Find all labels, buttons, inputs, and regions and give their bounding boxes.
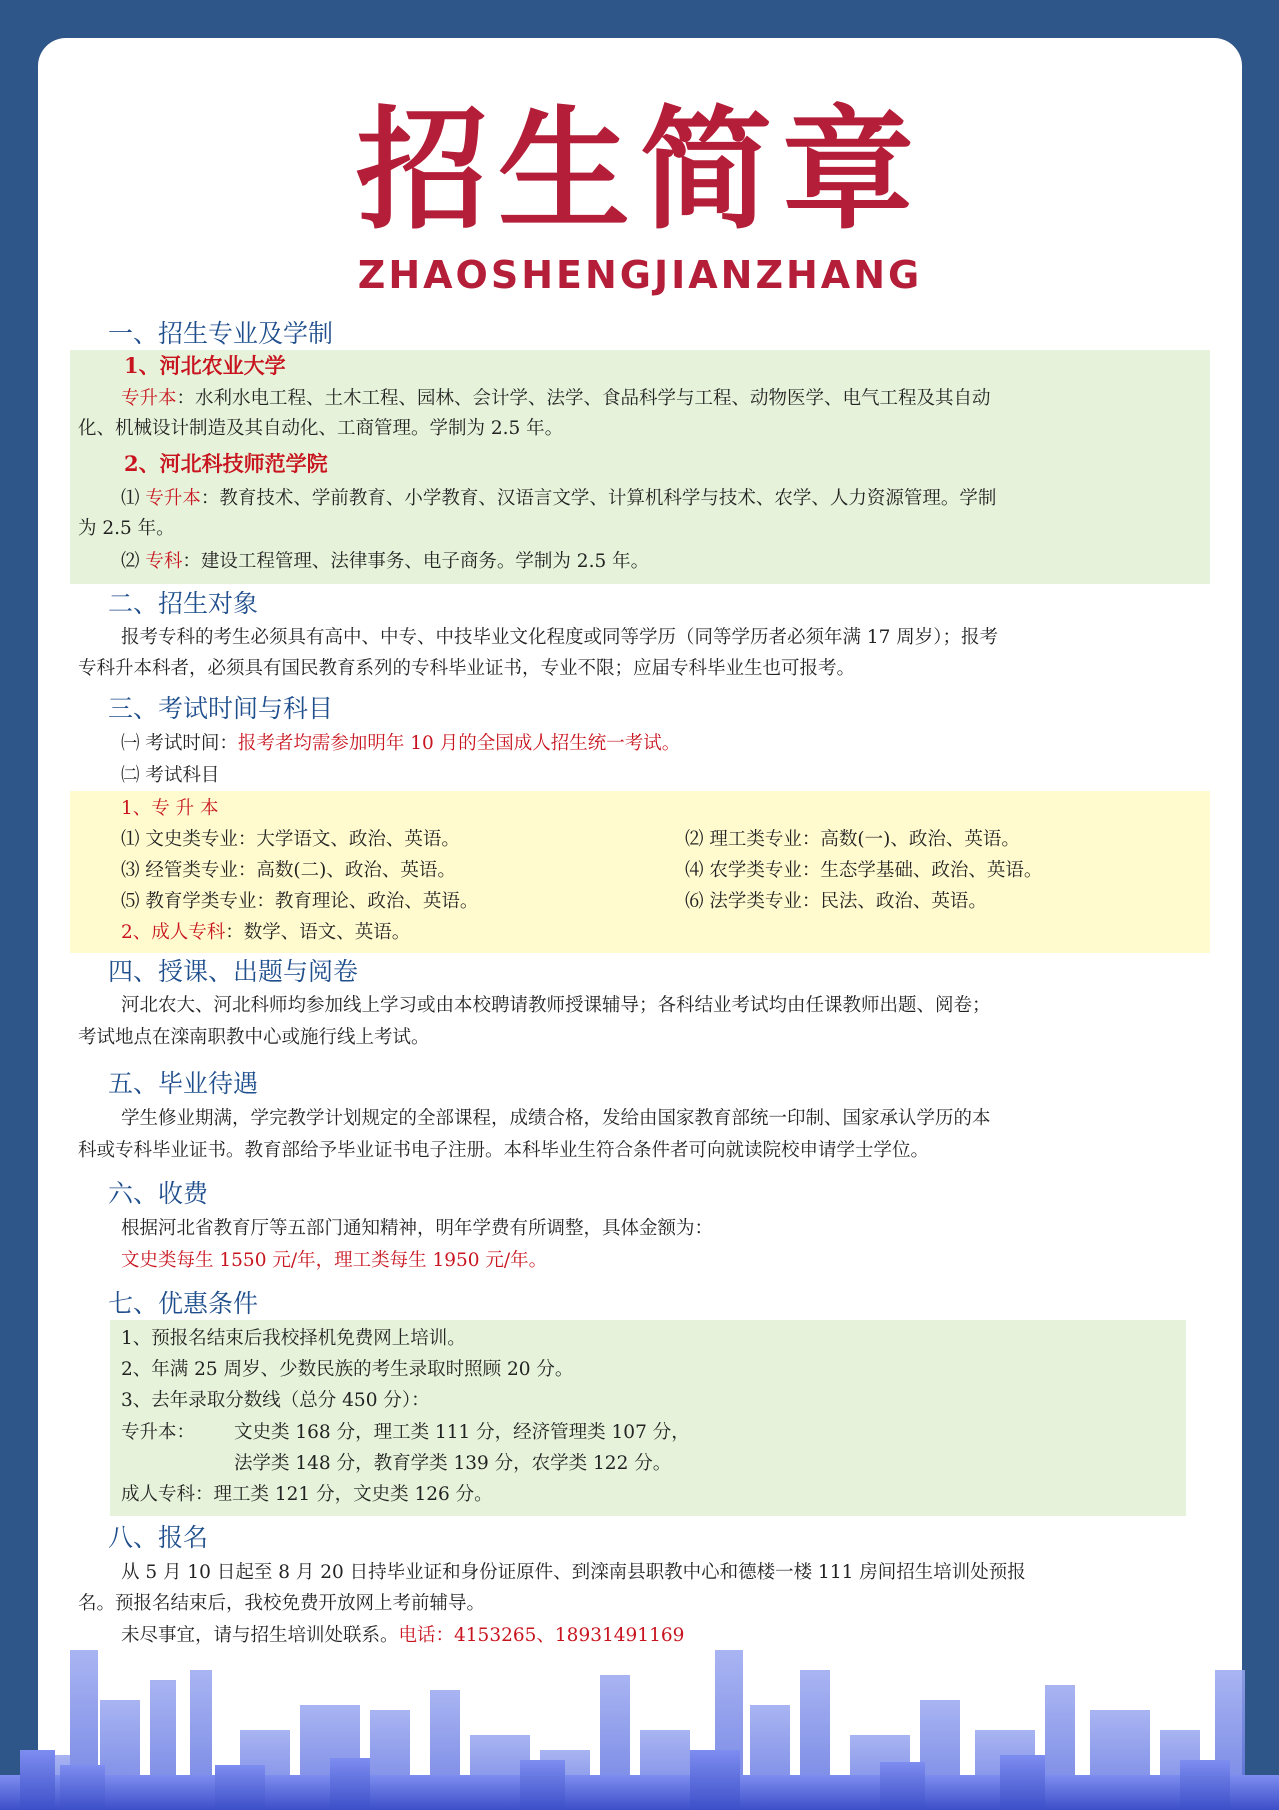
university-2-college-line: ⑵ 专科：建设工程管理、法律事务、电子商务。学制为 2.5 年。 <box>121 551 650 572</box>
section-4-line-1: 河北农大、河北科师均参加线上学习或由本校聘请教师授课辅导；各科结业考试均由任课教师出题、阅卷； <box>121 995 991 1016</box>
university-1-majors-line-1: 专升本：水利水电工程、土木工程、园林、会计学、法学、食品科学与工程、动物医学、电气工程及其自动 <box>121 388 991 409</box>
subject-item: ⑶ 经管类专业：高数(二)、政治、英语。 <box>121 860 456 881</box>
upgrade-scores-line-2: 法学类 148 分，教育学类 139 分，农学类 122 分。 <box>234 1453 672 1474</box>
subject-item: ⑸ 教育学类专业：教育理论、政治、英语。 <box>121 891 479 912</box>
city-skyline-decoration <box>0 1650 1279 1810</box>
upgrade-subjects-title: 1、专 升 本 <box>121 798 219 819</box>
university-2-title: 2、河北科技师范学院 <box>124 451 328 476</box>
fee-amount-line: 文史类每生 1550 元/年，理工类每生 1950 元/年。 <box>121 1250 548 1271</box>
fee-intro-line: 根据河北省教育厅等五部门通知精神，明年学费有所调整，具体金额为： <box>121 1218 714 1239</box>
subject-item: ⑹ 法学类专业：民法、政治、英语。 <box>685 891 987 912</box>
contact-line: 未尽事宜，请与招生培训处联系。电话：4153265、18931491169 <box>121 1625 685 1646</box>
university-1-title: 1、河北农业大学 <box>124 353 286 378</box>
section-8-heading: 八、报名 <box>108 1523 209 1552</box>
section-4-line-2: 考试地点在滦南职教中心或施行线上考试。 <box>78 1027 430 1048</box>
section-2-line-2: 专科升本科者，必须具有国民教育系列的专科毕业证书，专业不限；应届专科毕业生也可报考。 <box>78 658 856 679</box>
subject-item: ⑵ 理工类专业：高数(一)、政治、英语。 <box>685 829 1020 850</box>
section-2-line-1: 报考专科的考生必须具有高中、中专、中技毕业文化程度或同等学历（同等学历者必须年满 17 周岁）；报考 <box>121 627 999 648</box>
benefit-line-3: 3、去年录取分数线（总分 450 分）： <box>121 1390 430 1411</box>
section-7-heading: 七、优惠条件 <box>108 1289 259 1318</box>
university-2-upgrade-line-1: ⑴ 专升本：教育技术、学前教育、小学教育、汉语言文学、计算机科学与技术、农学、人力资源管理。学制 <box>121 488 997 509</box>
exam-subjects-label: ㈡ 考试科目 <box>121 765 220 786</box>
benefit-line-2: 2、年满 25 周岁、少数民族的考生录取时照顾 20 分。 <box>121 1359 574 1380</box>
section-5-heading: 五、毕业待遇 <box>108 1069 259 1098</box>
college-scores-line: 成人专科：理工类 121 分，文史类 126 分。 <box>121 1484 493 1505</box>
section-5-line-1: 学生修业期满，学完教学计划规定的全部课程，成绩合格，发给由国家教育部统一印制、国家承认学历的本 <box>121 1108 991 1129</box>
page-subtitle: ZHAOSHENGJIANZHANG <box>357 253 923 297</box>
university-1-majors-line-2: 化、机械设计制造及其自动化、工商管理。学制为 2.5 年。 <box>78 418 564 439</box>
upgrade-scores-line-1: 文史类 168 分，理工类 111 分，经济管理类 107 分， <box>234 1422 690 1443</box>
page-title: 招生简章 <box>356 94 924 248</box>
brochure-card <box>38 38 1242 1810</box>
college-subjects-line: 2、成人专科：数学、语文、英语。 <box>121 922 411 943</box>
subject-item: ⑴ 文史类专业：大学语文、政治、英语。 <box>121 829 460 850</box>
signup-line-1: 从 5 月 10 日起至 8 月 20 日持毕业证和身份证原件、到滦南县职教中心和德楼一楼 111 房间招生培训处预报 <box>121 1562 1026 1583</box>
university-2-upgrade-line-2: 为 2.5 年。 <box>78 518 175 539</box>
subject-item: ⑷ 农学类专业：生态学基础、政治、英语。 <box>685 860 1043 881</box>
section-2-heading: 二、招生对象 <box>108 589 259 618</box>
signup-line-2: 名。预报名结束后，我校免费开放网上考前辅导。 <box>78 1593 486 1614</box>
upgrade-scores-label: 专升本： <box>121 1422 196 1443</box>
benefit-line-1: 1、预报名结束后我校择机免费网上培训。 <box>121 1328 466 1349</box>
section-4-heading: 四、授课、出题与阅卷 <box>108 957 359 986</box>
section-1-heading: 一、招生专业及学制 <box>108 319 334 348</box>
section-5-line-2: 科或专科毕业证书。教育部给予毕业证书电子注册。本科毕业生符合条件者可向就读院校申请学士学位。 <box>78 1140 930 1161</box>
section-3-heading: 三、考试时间与科目 <box>108 694 334 723</box>
section-6-heading: 六、收费 <box>108 1179 209 1208</box>
exam-time-line: ㈠ 考试时间：报考者均需参加明年 10 月的全国成人招生统一考试。 <box>121 733 681 754</box>
